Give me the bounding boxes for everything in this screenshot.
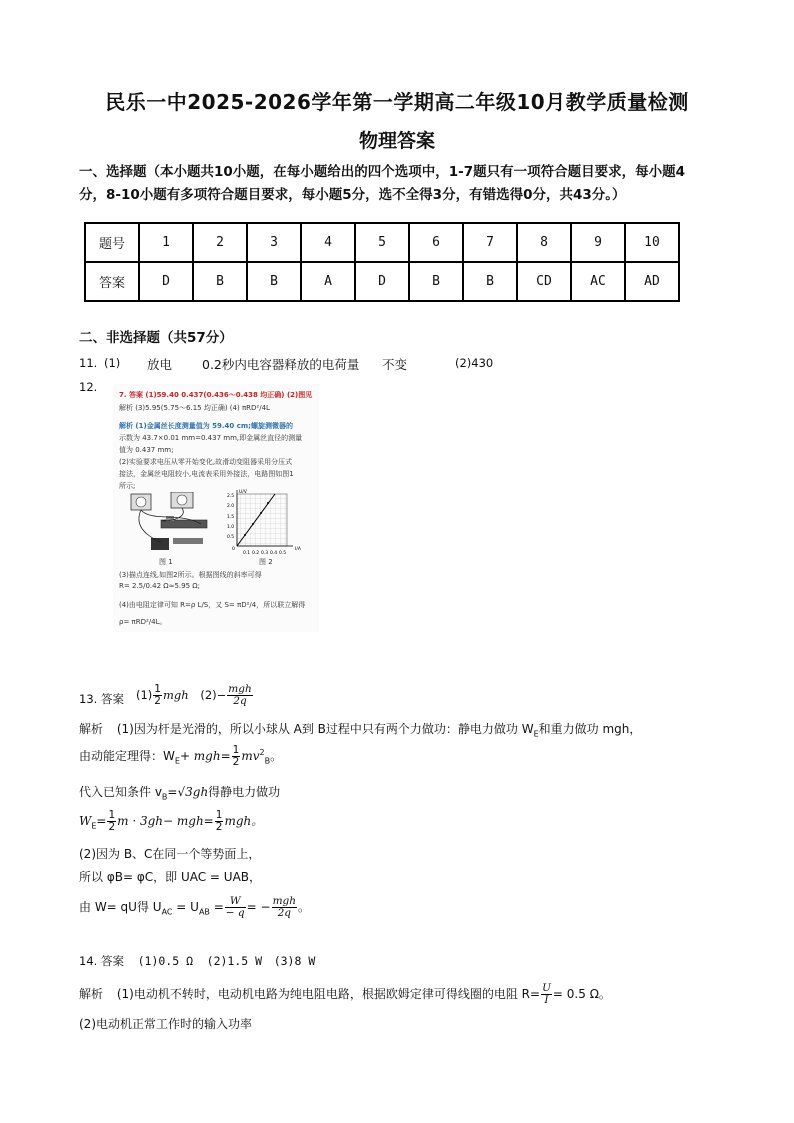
q13-line2-pre: 由动能定理得：W [79, 749, 175, 763]
q13-line3-pre: 代入已知条件 v [79, 785, 162, 799]
q14-line1-fraction-denominator: I [544, 994, 549, 1006]
q11-answer-1: 放电 [147, 357, 173, 372]
q13-solution-line7 [79, 896, 310, 919]
scan-line: 解析 (3)5.95(5.75～6.15 均正确) (4) πRD²/4L [119, 404, 270, 412]
q13-line3-mid: =√3gh [167, 785, 209, 799]
q13-solution-line4 [79, 810, 263, 833]
graph-x-tick: 0.1 [243, 551, 251, 556]
q13-line4-fraction-1-numerator: 1 [108, 809, 116, 821]
q14-line1-tail: = 0.5 Ω。 [552, 987, 611, 1001]
document-title: 民乐一中2025-2026学年第一学期高二年级10月教学质量检测 [105, 90, 689, 114]
scan-line: (3)描点连线,如图2所示。根据图线的斜率可得 [119, 571, 262, 579]
q13-line7-eq: = [209, 900, 224, 914]
answer-cell: D [139, 262, 193, 301]
q13-ans2-fraction-numerator: mgh [228, 683, 252, 695]
q13-line7-fraction-1-numerator: W [225, 896, 246, 908]
q13-line4-fraction-2 [215, 810, 224, 833]
graph-x-tick: 0.3 [261, 551, 269, 556]
answer-cell: B [247, 262, 301, 301]
q13-solution-line3 [79, 783, 280, 801]
q13-line2-end: 。 [270, 749, 283, 763]
graph-y-tick: 1.5 [227, 515, 235, 520]
question-number: 1 [139, 223, 193, 262]
q14-jiexi-label: 解析 [79, 987, 104, 1001]
q13-line2-mid: + mgh= [179, 749, 231, 763]
q13-line4-fraction-1 [107, 810, 116, 833]
q13-line7-fraction-2-numerator: mgh [272, 895, 297, 907]
question-number: 6 [409, 223, 463, 262]
scan-line: (2)实验要求电压从零开始变化,故滑动变阻器采用分压式 [119, 458, 293, 466]
question-number: 7 [463, 223, 517, 262]
q11-answer-2: 0.2秒内电容器释放的电荷量 [202, 357, 360, 372]
graph-y-tick: 2.0 [227, 504, 235, 509]
answer-table [84, 222, 680, 302]
q12-number: 12. [79, 380, 98, 394]
q13-line1-sub: E [533, 729, 539, 739]
q13-ans2-fraction-denominator: 2q [233, 695, 247, 707]
graph-y-tick: 0.5 [227, 535, 235, 540]
number-row-label: 题号 [85, 223, 139, 262]
q13-line3-sub: B [161, 792, 168, 802]
q13-line2-sup: 2 [259, 748, 265, 757]
q13-line7-end: 。 [298, 900, 311, 914]
graph-y-tick: 1.0 [227, 525, 235, 530]
answer-cell: CD [517, 262, 571, 301]
fig2-caption: 图 2 [259, 558, 273, 566]
q13-solution-line6: 所以 φB= φC，即 UAC = UAB， [79, 870, 262, 884]
q13-number: 13. 答案 [79, 692, 124, 706]
q13-line7-fraction-1-denominator: − q [225, 907, 245, 919]
q13-line3-tail: 得静电力做功 [208, 785, 281, 799]
q13-line7-sub2: AB [198, 907, 210, 917]
q11-number: 11. [79, 356, 98, 370]
q14-line1-fraction-numerator: U [542, 982, 551, 994]
scan-line: (4)由电阻定律可知 R=ρ L/S，又 S= πD²/4，所以联立解得 [119, 601, 306, 609]
q13-line7-eq2: = − [246, 900, 271, 914]
fig1-caption: 图 1 [159, 558, 173, 566]
q13-line2-fraction [232, 745, 241, 768]
answer-cell: A [301, 262, 355, 301]
q13-line2-fraction-denominator: 2 [232, 756, 240, 768]
answer-cell: B [463, 262, 517, 301]
answer-table-number-row [85, 223, 679, 262]
answer-cell: AD [625, 262, 679, 301]
answer-cell: B [193, 262, 247, 301]
q13-solution-line5: (2)因为 B、C在同一个等势面上， [79, 847, 261, 861]
q13-line4-mid: m · 3gh− mgh= [117, 814, 214, 828]
scan-line: 接法，金属丝电阻较小,电流表采用外接法，电路图如图1 [119, 470, 294, 478]
q13-line7-pre: 由 W= qU得 U [79, 900, 162, 914]
q13-line4-fraction-2-denominator: 2 [215, 821, 223, 833]
section2-heading: 二、非选择题（共57分） [79, 330, 233, 346]
question-number: 2 [193, 223, 247, 262]
q13-line7-sub: AC [161, 907, 173, 917]
q13-line4-pre: W [79, 814, 92, 828]
question-number: 9 [571, 223, 625, 262]
q14-solution-line2: (2)电动机正常工作时的输入功率 [79, 1017, 252, 1031]
graph-y-label: U/V [239, 490, 247, 495]
q14-line1-text: (1)电动机不转时，电动机电路为纯电阻电路，根据欧姆定律可得线圈的电阻 R= [116, 987, 541, 1001]
answer-table-answer-row [85, 262, 679, 301]
q13-answers [136, 684, 254, 707]
answer-row-label: 答案 [85, 262, 139, 301]
q13-line7-mid: = U [172, 900, 199, 914]
circuit-apparatus-figure [121, 492, 211, 562]
q13-line7-fraction-2-denominator: 2q [277, 907, 292, 919]
scan-line: 所示; [119, 482, 136, 490]
q13-line7-fraction-1 [225, 896, 246, 919]
q13-ans1-fraction [153, 684, 162, 707]
question-number: 5 [355, 223, 409, 262]
q13-line7-fraction-2 [272, 896, 297, 919]
section1-heading-line1: 一、选择题（本小题共10小题，在每小题给出的四个选项中，1-7题只有一项符合题目要求，每小题4 [79, 164, 686, 180]
q11-part1-label: (1) [104, 356, 121, 370]
q13-line1-tail: 和重力做功 mgh， [538, 722, 642, 736]
q14-solution-line1 [79, 983, 611, 1006]
q13-line4-eq: = [96, 814, 107, 828]
graph-x-tick: 0.2 [252, 551, 260, 556]
scan-line: 示数为 43.7×0.01 mm=0.437 mm,即金属丝直径的测量 [119, 434, 303, 442]
q13-line4-fraction-2-numerator: 1 [215, 809, 223, 821]
q13-line2-sub: E [174, 756, 180, 766]
answer-cell: B [409, 262, 463, 301]
graph-y-tick: 2.5 [227, 494, 235, 499]
answer-cell: D [355, 262, 409, 301]
q14-line1-fraction [541, 983, 552, 1006]
q13-line2-sub2: B [264, 756, 271, 766]
q13-solution-line1 [79, 720, 641, 738]
q13-ans2-prefix: (2)− [200, 688, 227, 702]
document-subtitle: 物理答案 [358, 130, 435, 152]
q14-number: 14. 答案 [79, 954, 124, 968]
graph-x-tick: 0.5 [279, 551, 287, 556]
scan-line: R= 2.5/0.42 Ω≈5.95 Ω; [119, 582, 200, 590]
q13-line4-sub: E [91, 821, 97, 831]
question-number: 8 [517, 223, 571, 262]
q13-ans1-prefix: (1) [136, 688, 153, 702]
scan-line: 7. 答案 (1)59.40 0.437(0.436～0.438 均正确) (2)图见 [119, 391, 313, 399]
scan-line: ρ= πRD²/4L。 [119, 618, 167, 626]
q13-line4-fraction-1-denominator: 2 [108, 821, 116, 833]
q13-line1-text: (1)因为杆是光滑的，所以小球从 A到 B过程中只有两个力做功：静电力做功 W [116, 722, 534, 736]
graph-x-tick: 0.4 [270, 551, 278, 556]
q13-solution-line2 [79, 745, 282, 768]
question-number: 10 [625, 223, 679, 262]
question-number: 4 [301, 223, 355, 262]
q13-jiexi-label: 解析 [79, 722, 104, 736]
q14-answer-3: (3)8 W [273, 954, 316, 968]
q11-answer-3: 不变 [382, 357, 408, 372]
q13-line4-tail: mgh。 [224, 814, 264, 828]
question-number: 3 [247, 223, 301, 262]
q13-line2-fraction-numerator: 1 [232, 744, 240, 756]
q14-answer-1: (1)0.5 Ω [137, 954, 193, 968]
q13-ans1-fraction-denominator: 2 [154, 695, 161, 707]
q12-answer-scan [113, 384, 319, 632]
q13-line2-tail: mv [241, 749, 260, 763]
q11-part2-answer: (2)430 [455, 356, 494, 370]
section1-heading-line2: 分，8-10小题有多项符合题目要求，每小题5分，选不全得3分，有错选得0分，共43分。） [79, 187, 626, 203]
graph-x-label: I/A [295, 547, 301, 552]
u-i-graph [225, 488, 311, 560]
answer-cell: AC [571, 262, 625, 301]
scan-line: 值为 0.437 mm; [119, 446, 174, 454]
q13-ans1-fraction-numerator: 1 [154, 683, 161, 695]
graph-y-tick: 0 [232, 547, 235, 552]
q13-ans1-tail: mgh [162, 688, 189, 702]
section1-heading [79, 161, 729, 207]
q14-answer-line [79, 953, 315, 969]
scan-line: 解析 (1)金属丝长度测量值为 59.40 cm;螺旋测微器的 [119, 422, 293, 430]
q13-ans2-fraction [227, 684, 252, 707]
q14-answer-2: (2)1.5 W [206, 954, 263, 968]
